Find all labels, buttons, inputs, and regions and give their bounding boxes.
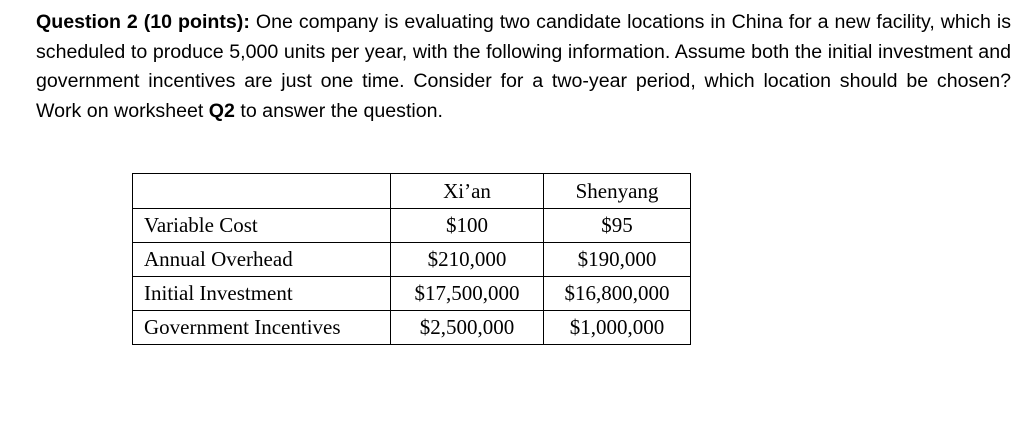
question-text (36, 8, 1011, 126)
question-body-part1: One company is evaluating two candidate locations in China for a new facility, which is scheduled to produce 5,000 units per year, with the following information. Assume both the initial investment and government incentives are just one time. Consider for a two-year period, which location should be chosen? Work on worksheet (36, 11, 1011, 122)
table-row (133, 311, 691, 345)
cell-government-incentives-xian: $2,500,000 (391, 311, 544, 345)
table-row (133, 277, 691, 311)
row-label-annual-overhead: Annual Overhead (133, 243, 391, 277)
cell-variable-cost-shenyang: $95 (544, 209, 691, 243)
table-header-row (133, 174, 691, 209)
question-heading: Question 2 (10 points): (36, 11, 250, 33)
cell-annual-overhead-shenyang: $190,000 (544, 243, 691, 277)
cell-annual-overhead-xian: $210,000 (391, 243, 544, 277)
row-label-government-incentives: Government Incentives (133, 311, 391, 345)
column-header-shenyang: Shenyang (544, 174, 691, 209)
table-row (133, 209, 691, 243)
table-corner-cell (133, 174, 391, 209)
column-header-xian: Xi’an (391, 174, 544, 209)
row-label-variable-cost: Variable Cost (133, 209, 391, 243)
cell-government-incentives-shenyang: $1,000,000 (544, 311, 691, 345)
table-row (133, 243, 691, 277)
cell-initial-investment-xian: $17,500,000 (391, 277, 544, 311)
cell-initial-investment-shenyang: $16,800,000 (544, 277, 691, 311)
question-body-part2: to answer the question. (234, 99, 443, 122)
worksheet-name: Q2 (208, 99, 235, 122)
location-comparison-table (132, 173, 691, 345)
cell-variable-cost-xian: $100 (391, 209, 544, 243)
row-label-initial-investment: Initial Investment (133, 277, 391, 311)
